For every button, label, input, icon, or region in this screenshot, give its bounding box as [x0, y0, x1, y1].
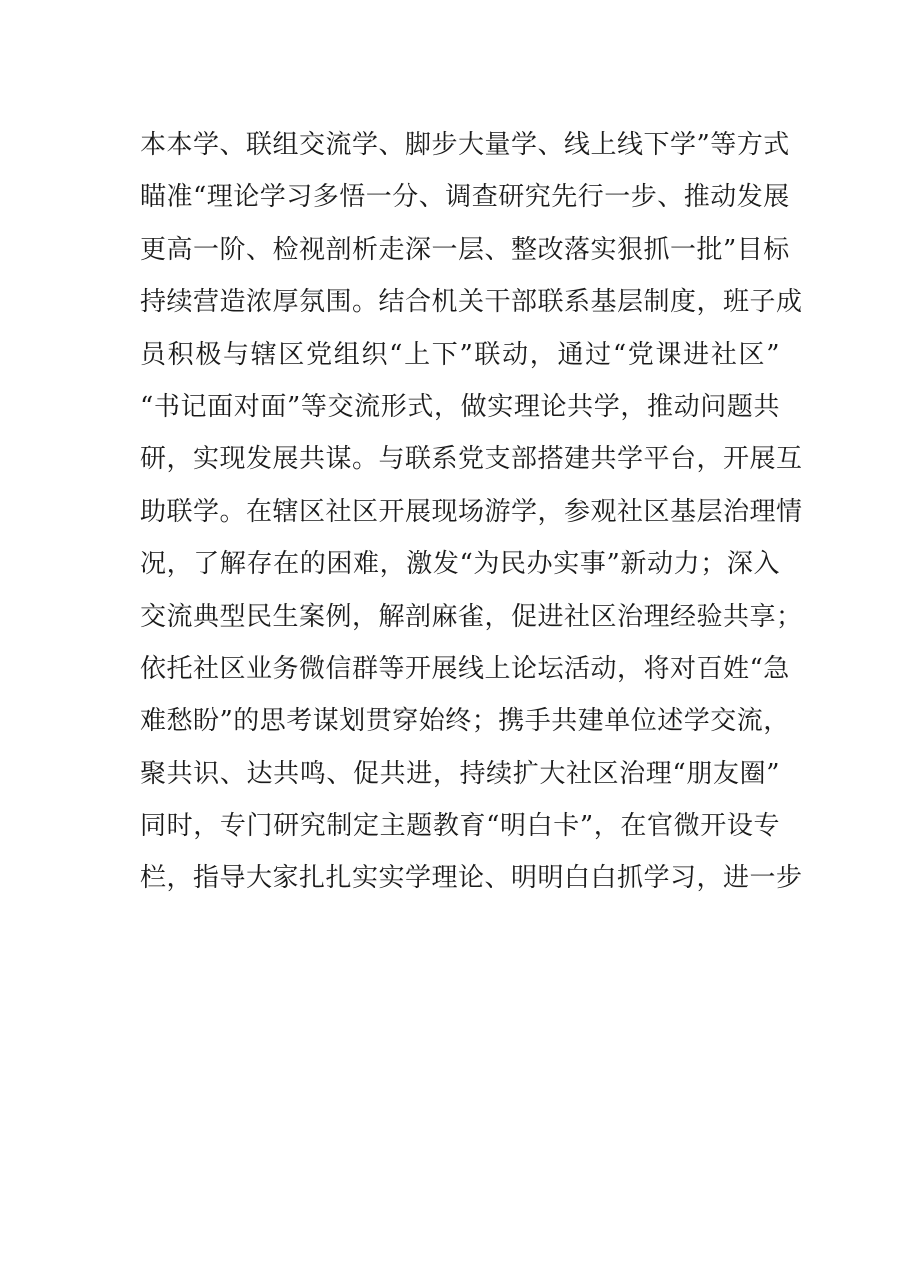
text-line: 同时，专门研究制定主题教育“明白卡”，在官微开设专	[140, 811, 780, 842]
body-paragraph	[140, 119, 803, 905]
text-line: 况，了解存在的困难，激发“为民办实事”新动力；深入	[140, 549, 780, 580]
text-line: 本本学、联组交流学、脚步大量学、线上线下学”等方式	[140, 130, 790, 160]
text-line: 更高一阶、检视剖析走深一层、整改落实狠抓一批”目标	[140, 234, 790, 265]
text-line: 助联学。在辖区社区开展现场游学，参观社区基层治理情	[140, 496, 803, 527]
text-line: 研，实现发展共谋。与联系党支部搭建共学平台，开展互	[140, 444, 803, 475]
text-line: 瞄准“理论学习多悟一分、调查研究先行一步、推动发展	[140, 182, 790, 213]
text-line: 依托社区业务微信群等开展线上论坛活动，将对百姓“急	[140, 653, 790, 684]
text-line: 栏，指导大家扎扎实实学理论、明明白白抓学习，进一步	[140, 863, 803, 894]
text-line: 聚共识、达共鸣、促共进，持续扩大社区治理“朋友圈”	[140, 758, 780, 789]
text-line: 难愁盼”的思考谋划贯穿始终；携手共建单位述学交流，	[140, 706, 790, 737]
text-line: 员积极与辖区党组织“上下”联动，通过“党课进社区”	[140, 339, 780, 370]
text-line: 交流典型民生案例，解剖麻雀，促进社区治理经验共享；	[140, 601, 803, 632]
text-line: 持续营造浓厚氛围。结合机关干部联系基层制度，班子成	[140, 287, 803, 318]
text-line: “书记面对面”等交流形式，做实理论共学，推动问题共	[140, 391, 780, 422]
